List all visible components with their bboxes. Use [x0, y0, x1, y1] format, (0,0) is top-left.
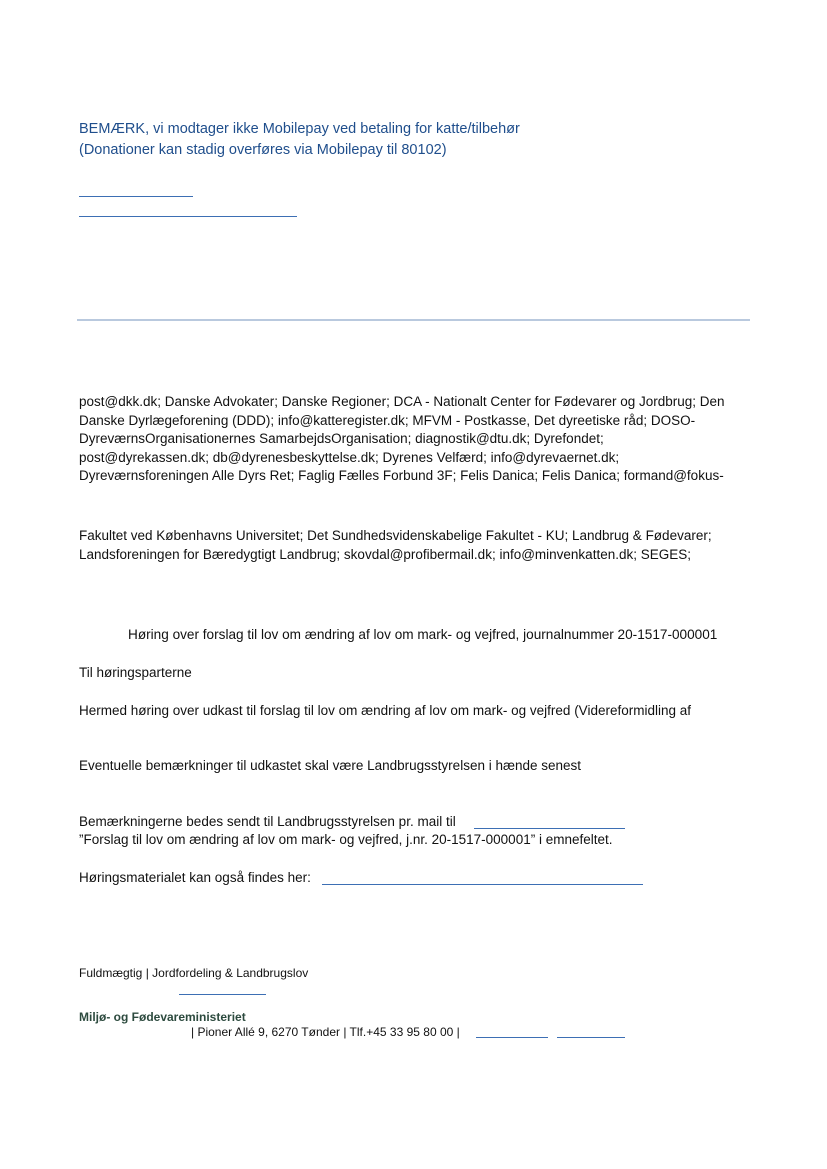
body-paragraph-3a: Bemærkningerne bedes sendt til Landbrugsstyrelsen pr. mail til: [79, 814, 456, 829]
redacted-link-2[interactable]: [79, 216, 297, 217]
organization-name: Miljø- og Fødevareministeriet: [79, 1010, 246, 1024]
signature-title: Fuldmægtig | Jordfordeling & Landbrugslov: [79, 966, 309, 980]
recipients-line: Fakultet ved Københavns Universitet; Det Sundhedsvidenskabelige Fakultet - KU; Landbrug & Fødevarer;: [79, 528, 712, 543]
redacted-material-link[interactable]: [322, 884, 643, 885]
redacted-email-link[interactable]: [474, 828, 625, 829]
greeting: Til høringsparterne: [79, 665, 192, 680]
body-paragraph-2: Eventuelle bemærkninger til udkastet skal være Landbrugsstyrelsen i hænde senest: [79, 758, 582, 773]
redacted-web-link[interactable]: [476, 1037, 548, 1038]
redacted-social-link[interactable]: [557, 1037, 625, 1038]
notice-line-2: (Donationer kan stadig overføres via Mobilepay til 80102): [79, 142, 447, 158]
body-paragraph-3b: ”Forslag til lov om ændring af lov om mark- og vejfred, j.nr. 20-1517-000001” i emnefeltet.: [79, 832, 613, 847]
recipients-block-1: [79, 393, 759, 486]
recipients-line: post@dkk.dk; Danske Advokater; Danske Regioner; DCA - Nationalt Center for Fødevarer og Jordbrug; Den: [79, 394, 725, 409]
recipients-line: Landsforeningen for Bæredygtigt Landbrug; skovdal@profibermail.dk; info@minvenkatten.dk; SEGES;: [79, 546, 691, 562]
notice-line-1: BEMÆRK, vi modtager ikke Mobilepay ved betaling for katte/tilbehør: [79, 121, 520, 137]
recipients-line: Danske Dyrlægeforening (DDD); info@katteregister.dk; MFVM - Postkasse, Det dyreetiske råd; DOSO-: [79, 412, 696, 428]
separator-rule: [77, 319, 750, 321]
signature-address: | Pioner Allé 9, 6270 Tønder | Tlf.+45 33 95 80 00 |: [191, 1025, 460, 1039]
recipients-block-2: [79, 527, 759, 564]
redacted-link-1[interactable]: [79, 196, 193, 197]
redacted-signature-link[interactable]: [179, 994, 266, 995]
body-paragraph-1: Hermed høring over udkast til forslag til lov om ændring af lov om mark- og vejfred (Videreformidling af: [79, 703, 691, 718]
body-paragraph-4: Høringsmaterialet kan også findes her:: [79, 870, 311, 885]
subject-line: Høring over forslag til lov om ændring af lov om mark- og vejfred, journalnummer 20-1517-000001: [128, 627, 718, 642]
notice: [79, 119, 520, 161]
recipients-line: post@dyrekassen.dk; db@dyrenesbeskyttelse.dk; Dyrenes Velfærd; info@dyrevaernet.dk;: [79, 449, 620, 465]
recipients-line: Dyreværnsforeningen Alle Dyrs Ret; Faglig Fælles Forbund 3F; Felis Danica; Felis Danica; formand@fokus-: [79, 468, 724, 484]
recipients-line: DyreværnsOrganisationernes SamarbejdsOrganisation; diagnostik@dtu.dk; Dyrefondet;: [79, 431, 604, 447]
